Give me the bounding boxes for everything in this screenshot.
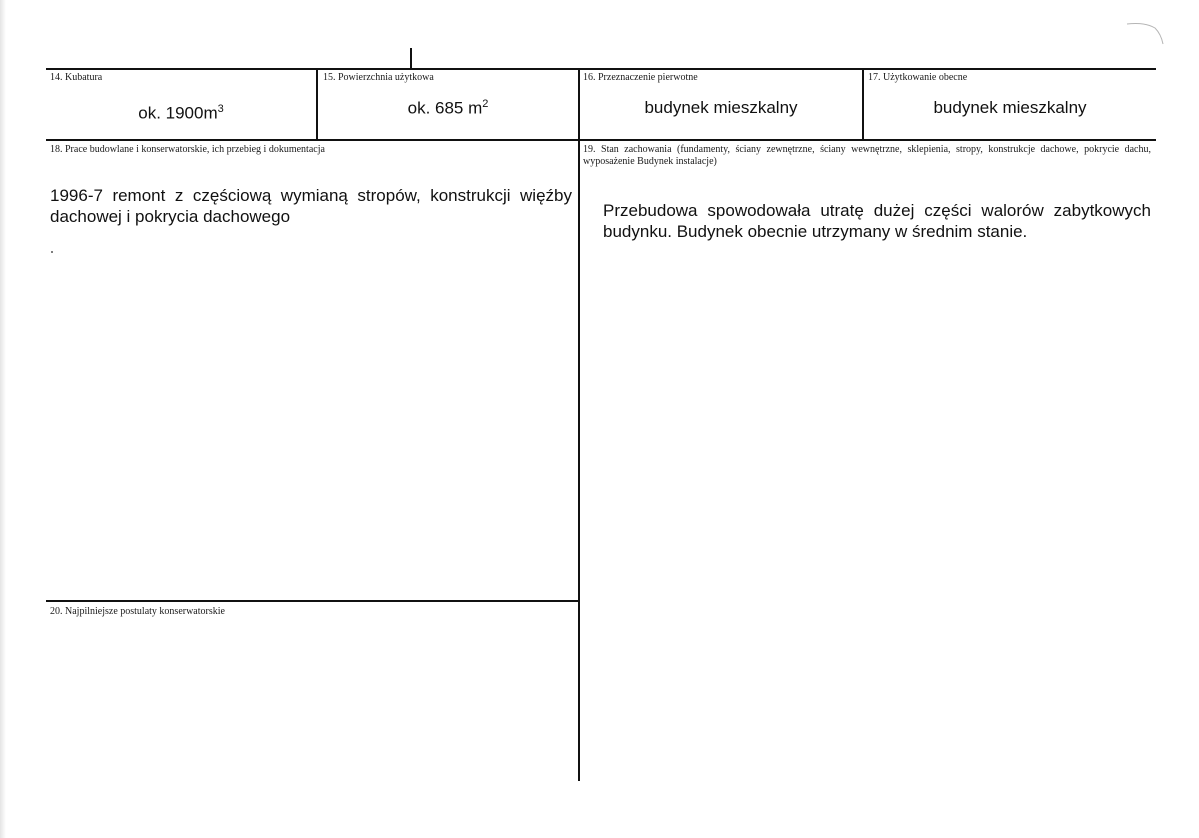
field-15-label: 15. Powierzchnia użytkowa: [323, 72, 434, 83]
section-20-divider-line: [46, 600, 580, 602]
field-18-text: 1996-7 remont z częściową wymianą stropów, konstrukcji więźby dachowej i pokrycia dachowego: [50, 186, 572, 226]
field-14-label: 14. Kubatura: [50, 72, 103, 83]
divider-center: [578, 68, 580, 781]
field-17-value: budynek mieszkalny: [933, 98, 1087, 117]
field-15-unit-exponent: 2: [482, 98, 489, 110]
field-18-label: 18. Prace budowlane i konserwatorskie, ich przebieg i dokumentacja: [50, 144, 325, 155]
top-tick-line: [410, 48, 412, 69]
field-15-value: [318, 98, 578, 119]
field-20-label: 20. Najpilniejsze postulaty konserwatorskie: [50, 606, 225, 617]
field-19-label: 19. Stan zachowania (fundamenty, ściany zewnętrzne, ściany wewnętrzne, sklepienia, stropy, konstrukcje dachowe, pokrycie dachu, wyposażenie Budynek instalacje): [583, 144, 1151, 167]
row-divider-line: [46, 139, 1156, 141]
field-17-label: 17. Użytkowanie obecne: [868, 72, 968, 83]
top-border-line: [46, 68, 1156, 70]
field-16-label: 16. Przeznaczenie pierwotne: [583, 72, 698, 83]
scan-speck: [51, 251, 53, 253]
field-15-value-text: ok. 685 m: [407, 98, 483, 118]
field-19-text: Przebudowa spowodowała utratę dużej części walorów zabytkowych budynku. Budynek obecnie utrzymany w średnim stanie.: [603, 201, 1151, 241]
field-14-value-text: ok. 1900m: [138, 103, 218, 123]
field-14-unit-exponent: 3: [217, 103, 224, 115]
scan-edge-shadow: [0, 0, 6, 838]
field-14-value: [46, 103, 316, 124]
field-16-value: budynek mieszkalny: [644, 98, 798, 117]
page-curl-mark: [1125, 18, 1165, 46]
